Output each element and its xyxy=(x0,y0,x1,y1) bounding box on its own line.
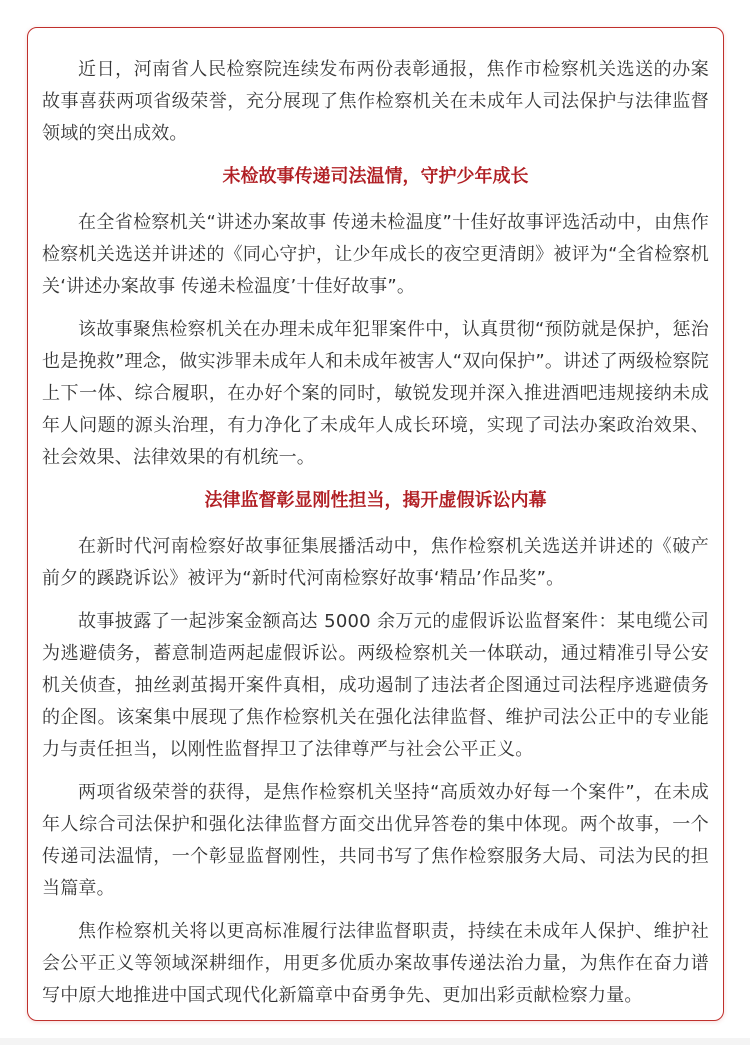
intro-paragraph: 近日，河南省人民检察院连续发布两份表彰通报，焦作市检察机关选送的办案故事喜获两项省级荣誉，充分展现了焦作检察机关在未成年人司法保护与法律监督领域的突出成效。 xyxy=(42,59,709,144)
section2-paragraph-1: 在新时代河南检察好故事征集展播活动中，焦作检察机关选送并讲述的《破产前夕的蹊跷诉讼》被评为“新时代河南检察好故事‘精品’作品奖”。 xyxy=(42,536,709,589)
section2-paragraph-2: 故事披露了一起涉案金额高达 5000 余万元的虚假诉讼监督案件：某电缆公司为逃避债务，蓄意制造两起虚假诉讼。两级检察机关一体联动，通过精准引导公安机关侦查，抽丝剥茧揭开案件真相，成功遏制了违法者企图通过司法程序逃避债务的企图。该案集中展现了焦作检察机关在强化法律监督、维护司法公正中的专业能力与责任担当，以刚性监督捍卫了法律尊严与社会公平正义。 xyxy=(42,611,709,760)
bottom-divider xyxy=(0,1038,750,1045)
section1-paragraph-2: 该故事聚焦检察机关在办理未成年犯罪案件中，认真贯彻“预防就是保护，惩治也是挽救”理念，做实涉罪未成年人和未成年被害人“双向保护”。讲述了两级检察院上下一体、综合履职，在办好个案的同时，敏锐发现并深入推进酒吧违规接纳未成年人问题的源头治理，有力净化了未成年人成长环境，实现了司法办案政治效果、社会效果、法律效果的有机统一。 xyxy=(42,319,709,468)
closing-paragraph-2: 焦作检察机关将以更高标准履行法律监督职责，持续在未成年人保护、维护社会公平正义等领域深耕细作，用更多优质办案故事传递法治力量，为焦作在奋力谱写中原大地推进中国式现代化新篇章中奋勇争先、更加出彩贡献检察力量。 xyxy=(42,921,709,1006)
section-heading-supervision: 法律监督彰显刚性担当，揭开虚假诉讼内幕 xyxy=(204,490,547,511)
section-heading-juvenile: 未检故事传递司法温情，守护少年成长 xyxy=(222,166,529,187)
section1-paragraph-1: 在全省检察机关“讲述办案故事 传递未检温度”十佳好故事评选活动中，由焦作检察机关选送并讲述的《同心守护，让少年成长的夜空更清朗》被评为“全省检察机关‘讲述办案故事 传递未检温度’十佳好故事”。 xyxy=(42,212,709,297)
closing-paragraph-1: 两项省级荣誉的获得，是焦作检察机关坚持“高质效办好每一个案件”，在未成年人综合司法保护和强化法律监督方面交出优异答卷的集中体现。两个故事，一个传递司法温情，一个彰显监督刚性，共同书写了焦作检察服务大局、司法为民的担当篇章。 xyxy=(42,782,709,899)
article-card xyxy=(27,27,724,1021)
